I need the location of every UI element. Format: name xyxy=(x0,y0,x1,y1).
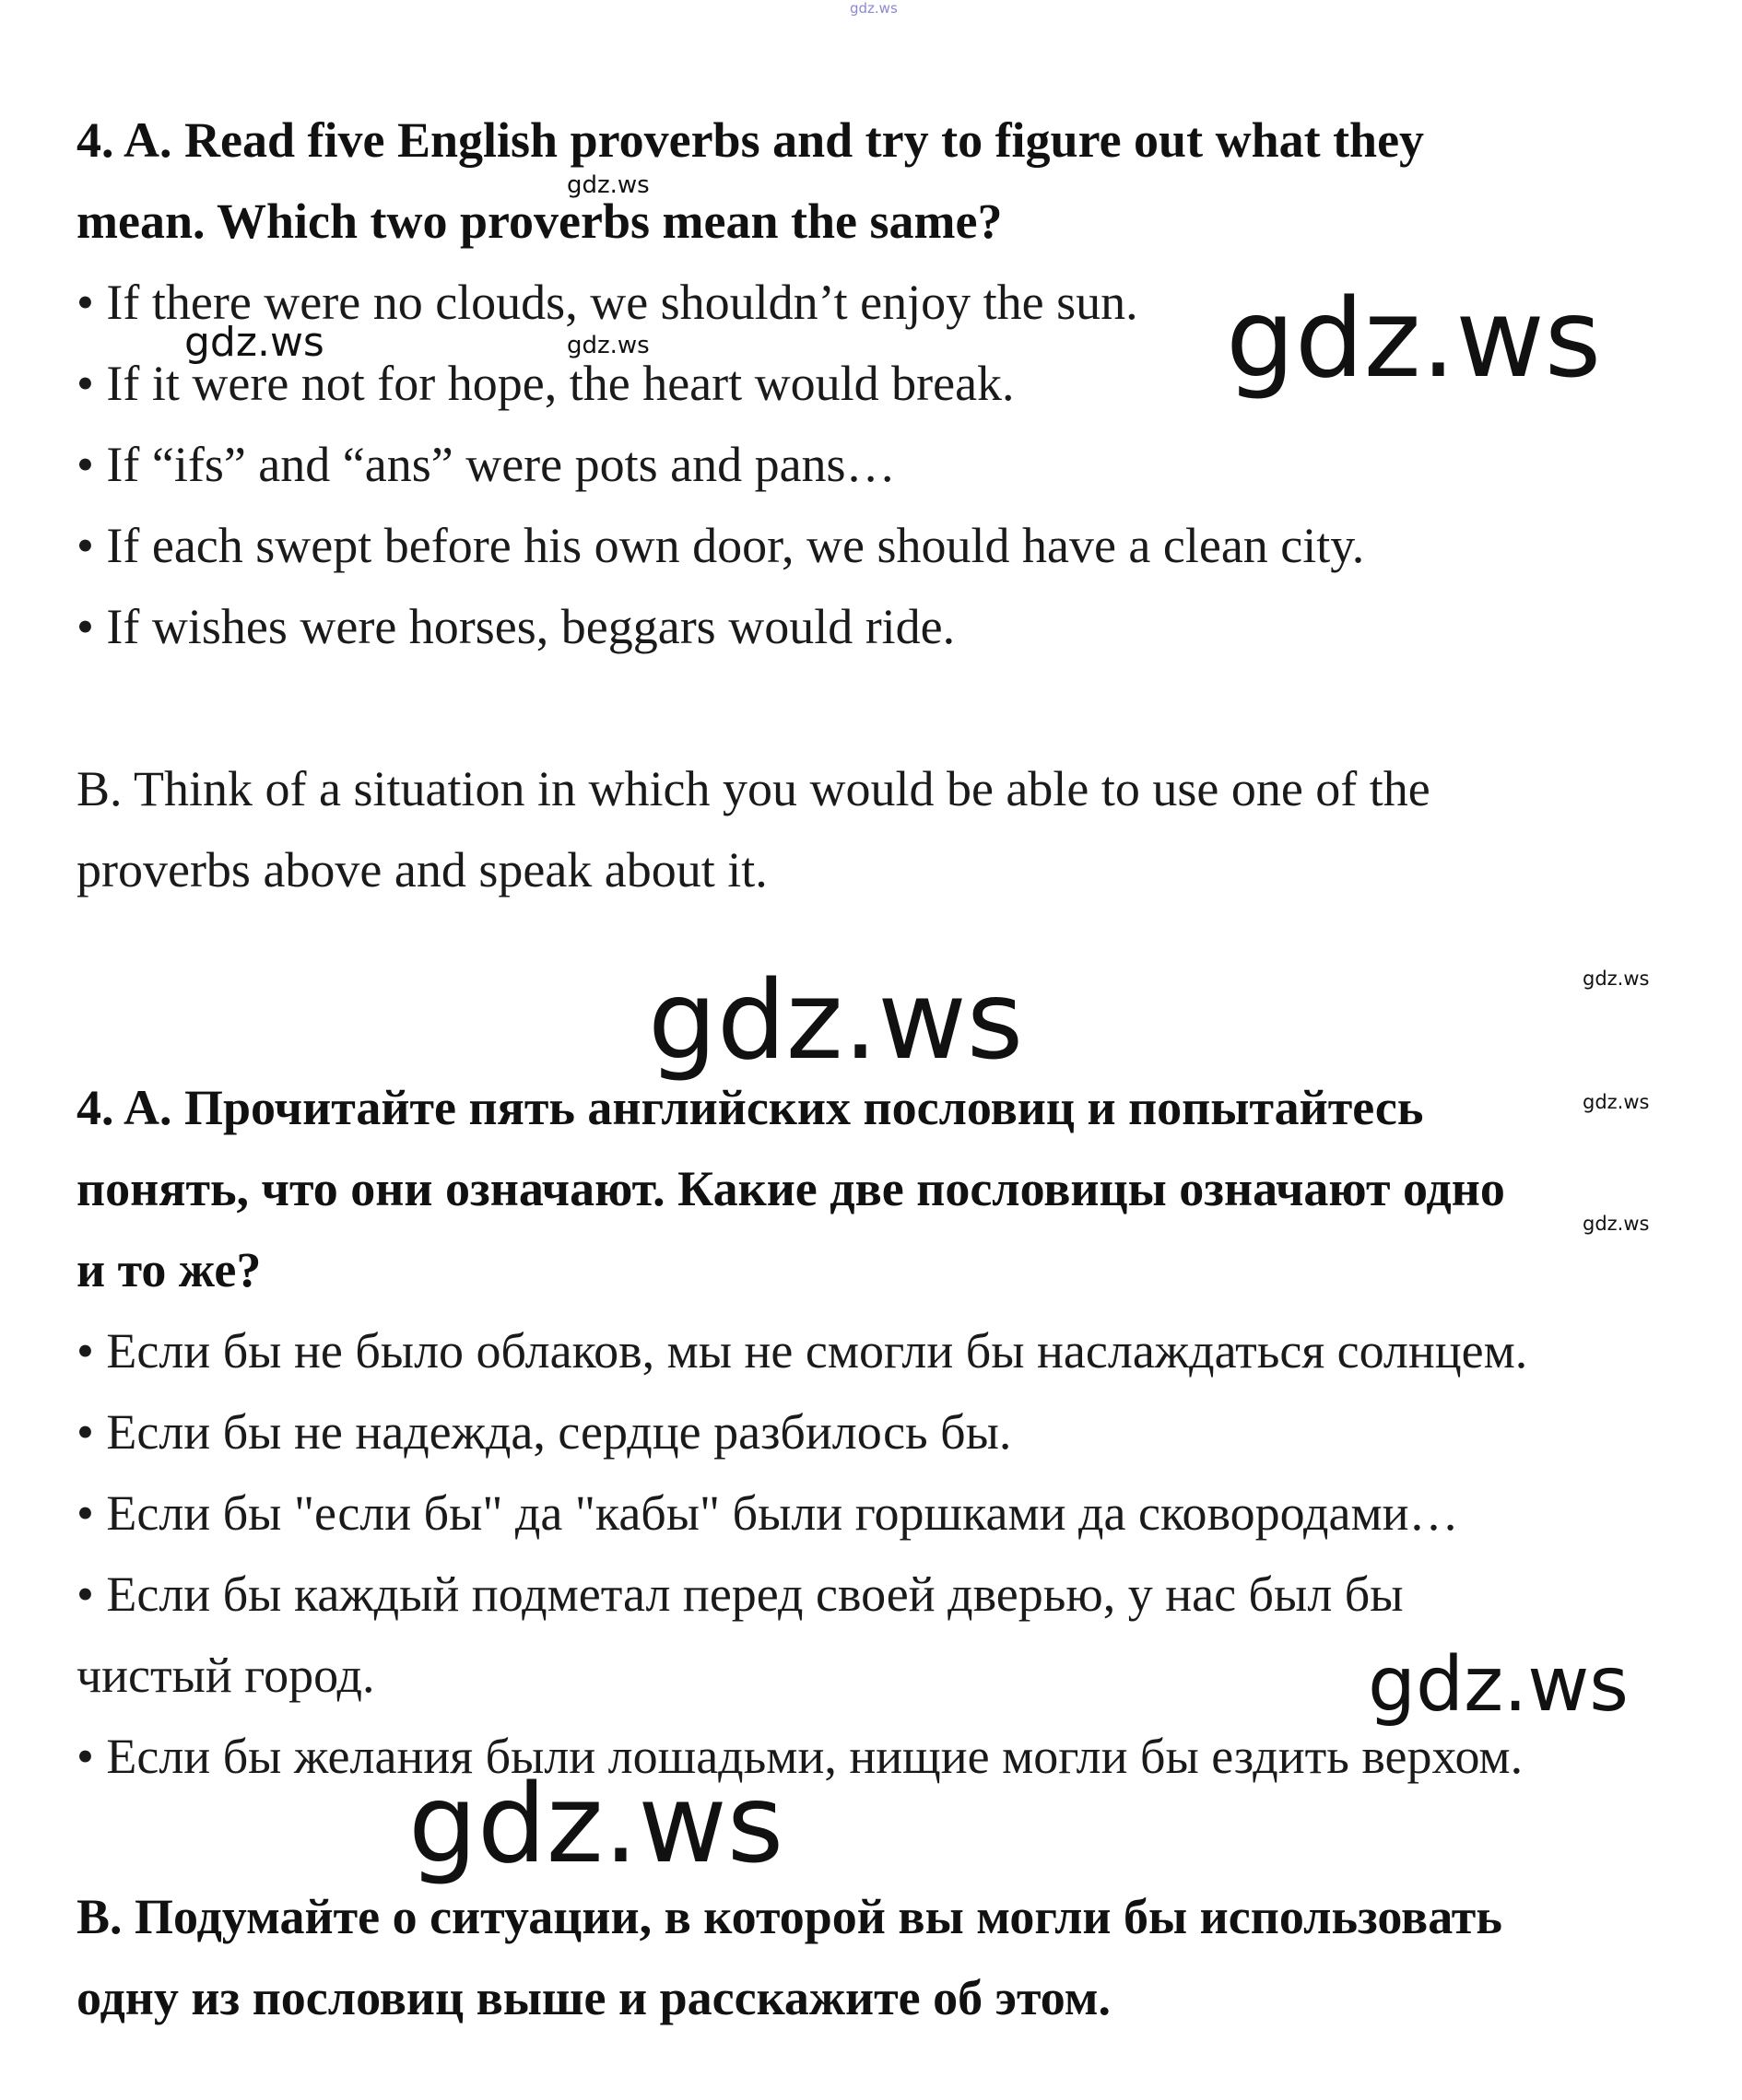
english-proverb-2: • If it were not for hope, the heart would break. xyxy=(77,356,1015,411)
english-proverb-5: • If wishes were horses, beggars would ride. xyxy=(77,599,956,654)
watermark-large-2: gdz.ws xyxy=(648,956,1024,1084)
english-task-b-line-1: B. Think of a situation in which you would be able to use one of the xyxy=(77,761,1430,816)
watermark-tiny-1: gdz.ws xyxy=(1583,968,1650,990)
russian-proverb-1: • Если бы не было облаков, мы не смогли бы наслаждаться солнцем. xyxy=(77,1323,1528,1378)
russian-heading-line-2: понять, что они означают. Какие две пословицы означают одно xyxy=(77,1161,1505,1216)
english-proverb-3: • If “ifs” and “ans” were pots and pans… xyxy=(77,437,896,492)
english-heading-line-1: 4. A. Read five English proverbs and try to figure out what they xyxy=(77,112,1425,168)
russian-proverb-2: • Если бы не надежда, сердце разбилось бы. xyxy=(77,1404,1012,1460)
watermark-small-1: gdz.ws xyxy=(567,171,650,199)
russian-proverb-3: • Если бы "если бы" да "кабы" были горшками да сковородами… xyxy=(77,1485,1459,1541)
watermark-large-4: gdz.ws xyxy=(408,1760,784,1887)
russian-heading-line-3: и то же? xyxy=(77,1242,262,1297)
watermark-large-1: gdz.ws xyxy=(1226,275,1602,402)
watermark-tiny-2: gdz.ws xyxy=(1583,1091,1650,1113)
watermark-medium-1: gdz.ws xyxy=(184,319,324,366)
english-task-b-line-2: proverbs above and speak about it. xyxy=(77,842,768,897)
watermark-top-tiny: gdz.ws xyxy=(850,0,898,17)
watermark-tiny-3: gdz.ws xyxy=(1583,1213,1650,1235)
russian-proverb-5: • Если бы желания были лошадьми, нищие могли бы ездить верхом. xyxy=(77,1729,1524,1784)
russian-heading-line-1: 4. A. Прочитайте пять английских пословиц и попытайтесь xyxy=(77,1080,1424,1135)
russian-proverb-4-continuation: чистый город. xyxy=(77,1648,375,1703)
russian-proverb-4: • Если бы каждый подметал перед своей дверью, у нас был бы xyxy=(77,1566,1404,1622)
english-proverb-1: • If there were no clouds, we shouldn’t enjoy the sun. xyxy=(77,275,1138,330)
russian-task-b-line-2: одну из пословиц выше и расскажите об этом. xyxy=(77,1970,1112,2025)
english-heading-line-2: mean. Which two proverbs mean the same? xyxy=(77,194,1003,249)
watermark-large-3: gdz.ws xyxy=(1368,1641,1629,1729)
english-proverb-4: • If each swept before his own door, we should have a clean city. xyxy=(77,518,1365,573)
watermark-small-2: gdz.ws xyxy=(567,332,650,359)
russian-task-b-line-1: B. Подумайте о ситуации, в которой вы могли бы использовать xyxy=(77,1889,1502,1944)
